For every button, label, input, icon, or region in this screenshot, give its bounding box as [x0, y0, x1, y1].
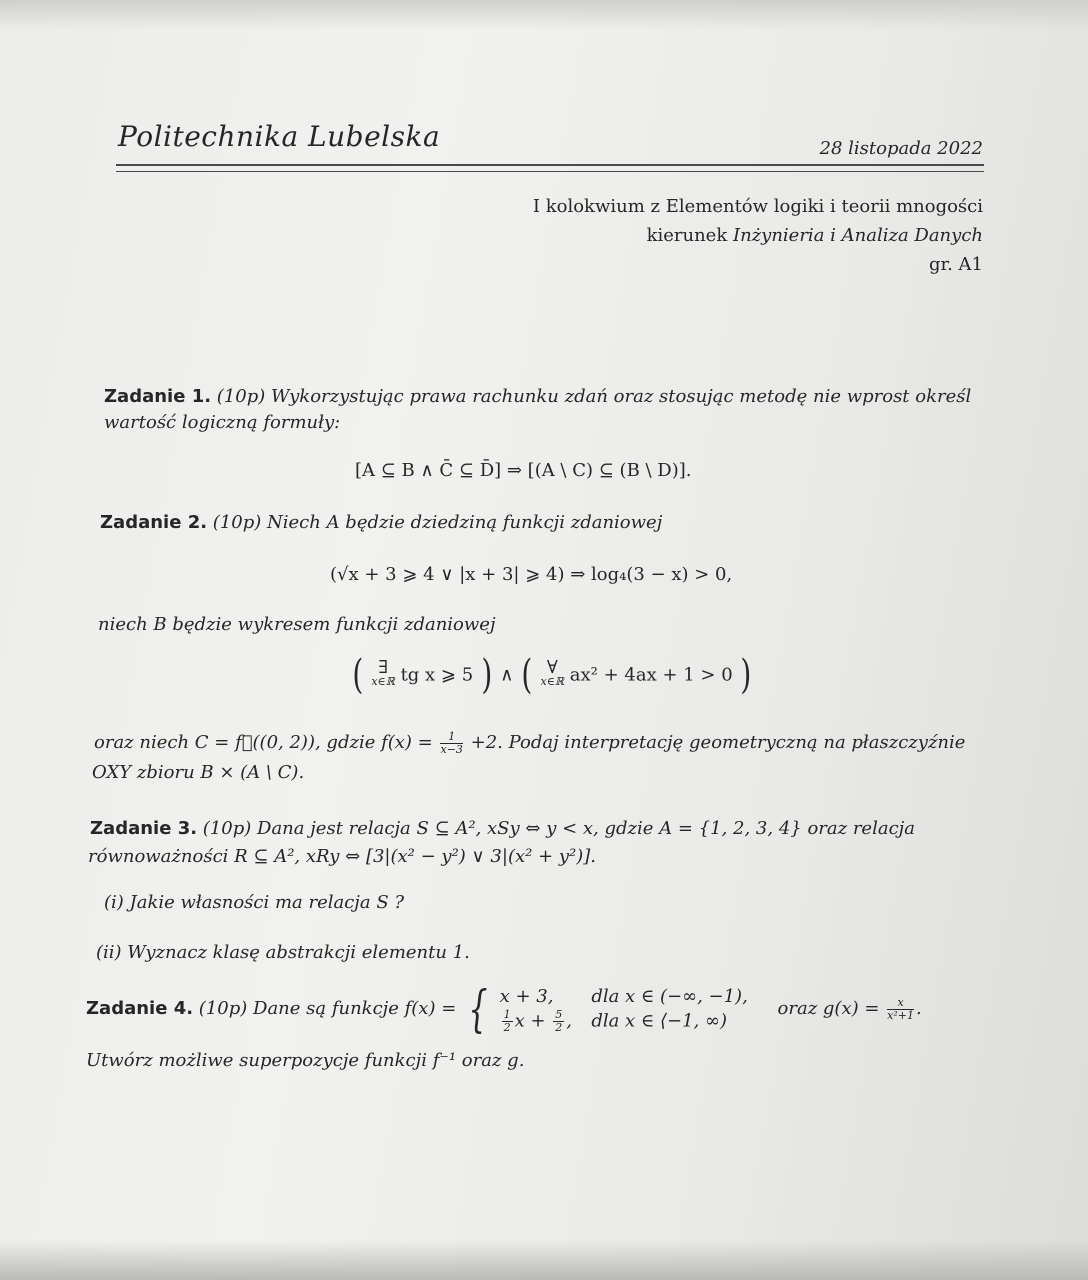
task-3-line-1 [90, 816, 915, 842]
task-2-line-2: niech B będzie wykresem funkcji zdaniowej [98, 614, 496, 635]
task-1-points: (10p) [216, 386, 266, 407]
task-4-line-1 [86, 980, 922, 1044]
bottom-shadow [0, 1240, 1088, 1280]
g-denominator: x²+1 [887, 1008, 915, 1022]
task-3-label: Zadanie 3. [90, 818, 198, 839]
task-2-line-3 [94, 730, 965, 756]
task-2-text: Niech A będzie dziedziną funkcji zdaniowej [267, 512, 663, 533]
task-2-label: Zadanie 2. [100, 512, 208, 533]
task-1-formula: [A ⊆ B ∧ C̄ ⊆ D̄] ⇒ [(A \ C) ⊆ (B \ D)]. [355, 460, 692, 481]
field-of-study [647, 225, 983, 246]
task-2-line-3-b: +2. Podaj interpretację geometryczną na płaszczyźnie [470, 732, 966, 753]
task-1-label: Zadanie 1. [104, 386, 212, 407]
case-2 [500, 1009, 748, 1034]
task-3-points: (10p) [202, 818, 252, 839]
formula-part-1: tg x ⩾ 5 [400, 664, 474, 686]
task-2-line-3-a: oraz niech C = f⃗((0, 2)), gdzie f(x) = [94, 732, 433, 753]
task-4-text-a: Dane są funkcje f(x) = [253, 998, 457, 1019]
case-2-expr [500, 1009, 586, 1034]
case-1-expr: x + 3, [499, 985, 554, 1007]
field-name: Inżynieria i Analiza Danych [732, 225, 983, 246]
field-prefix: kierunek [646, 225, 728, 246]
task-2-formula-2 [350, 652, 754, 712]
forall-subscript: x∈ℝ [540, 675, 565, 688]
task-3-text: Dana jest relacja S ⊆ A², xSy ⇔ y < x, gdzie A = {1, 2, 3, 4} oraz relacja [257, 818, 915, 839]
cases-brace: { [468, 980, 488, 1038]
fraction-f [440, 731, 462, 756]
task-4-line-2: Utwórz możliwe superpozycje funkcji f⁻¹ oraz g. [86, 1050, 525, 1071]
exam-title: I kolokwium z Elementów logiki i teorii mnogości [532, 196, 983, 217]
exam-date: 28 listopada 2022 [819, 138, 983, 159]
fraction-g [887, 997, 914, 1022]
frac-b-den: 2 [555, 1020, 563, 1034]
forall-symbol: ∀ [546, 657, 558, 678]
exists-symbol: ∃ [378, 657, 388, 678]
exists-quantifier [371, 657, 395, 689]
open-paren: ( [352, 652, 364, 698]
task-4-label: Zadanie 4. [86, 998, 194, 1019]
frac-a-den: 2 [503, 1020, 511, 1034]
task-1-text: Wykorzystując prawa rachunku zdań oraz stosując metodę nie wprost określ [271, 386, 972, 407]
open-paren-2: ( [521, 652, 533, 698]
case-2-comma: , [566, 1010, 573, 1031]
close-paren-2: ) [740, 652, 752, 698]
close-paren: ) [481, 652, 493, 698]
task-1-line-2: wartość logiczną formuły: [104, 412, 341, 433]
header-rule-thick [116, 164, 984, 166]
exists-subscript: x∈ℝ [371, 675, 395, 688]
group-label: gr. A1 [928, 254, 983, 275]
formula-part-2: ax² + 4ax + 1 > 0 [569, 664, 733, 686]
task-1-line-1 [104, 384, 971, 410]
frac-b-num: 5 [555, 1007, 563, 1021]
forall-quantifier [540, 657, 565, 689]
case-2-cond: dla x ∈ ⟨−1, ∞) [591, 1010, 727, 1031]
task-4-points: (10p) [198, 998, 248, 1019]
task-2-points: (10p) [212, 512, 262, 533]
fraction-denominator: x−3 [440, 742, 463, 756]
task-4-text-b: oraz g(x) = [777, 998, 880, 1019]
institution-name: Politechnika Lubelska [118, 120, 441, 153]
case-1-cond: dla x ∈ (−∞, −1), [591, 985, 748, 1007]
case-2-frac-b [553, 1009, 564, 1034]
task-3-line-2: równoważności R ⊆ A², xRy ⇔ [3|(x² − y²) ∨ 3|(x² + y²)]. [88, 846, 597, 867]
header-rule-thin [116, 171, 984, 172]
case-2-mid: x + [514, 1010, 546, 1031]
task-3-item-ii: (ii) Wyznacz klasę abstrakcji elementu 1. [96, 942, 470, 963]
case-2-frac-a [502, 1009, 513, 1034]
piecewise-cases [500, 985, 748, 1034]
frac-a-num: 1 [503, 1007, 511, 1021]
and-symbol: ∧ [500, 664, 514, 686]
top-shadow [0, 0, 1088, 30]
task-3-item-i: (i) Jakie własności ma relacja S ? [104, 892, 405, 913]
g-end: . [916, 998, 922, 1019]
fraction-numerator: 1 [440, 731, 462, 744]
task-2-line-1 [100, 510, 662, 536]
case-1 [500, 985, 748, 1009]
task-2-line-4: OXY zbioru B × (A \ C). [92, 762, 305, 783]
task-2-formula-1: (√x + 3 ⩾ 4 ∨ |x + 3| ⩾ 4) ⇒ log₄(3 − x) > 0, [330, 564, 733, 585]
g-numerator: x [887, 997, 914, 1010]
